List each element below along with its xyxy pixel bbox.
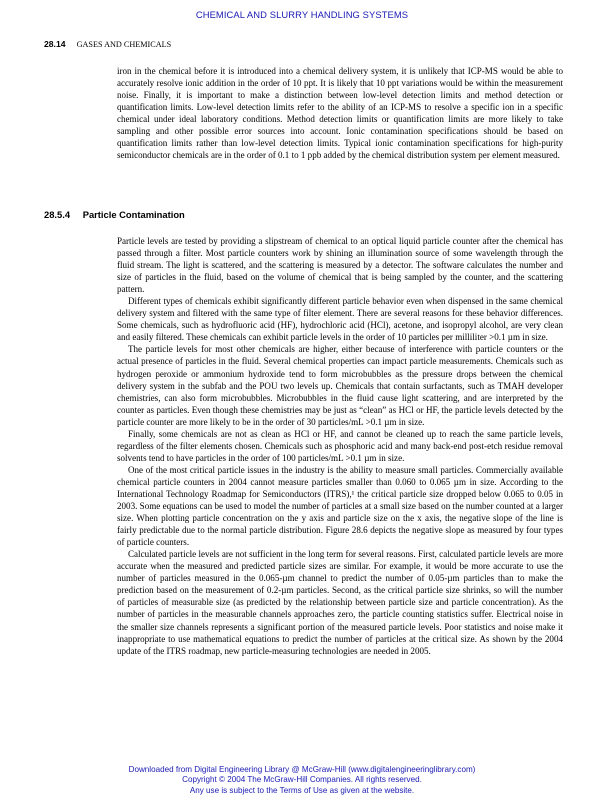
paragraph: One of the most critical particle issues in the industry is the ability to measure small particles. Commercially available chemical particle counters in 2004 cannot measure particles smaller than 0.060 to 0.065 µm in size. According to the International Technology Roadmap for Semiconductors (ITRS),¹ the critical particle size dropped below 0.065 to 0.05 in 2003. Some equations can be used to model the number of particles at a small size based on the number counted at a larger size. When plotting particle concentration on the y axis and particle size on the x axis, the negative slope of the line is fairly predictable due to the normal particle distribution. Figure 28.6 depicts the negative slope as measured by four types of particle counters. bbox=[117, 464, 563, 548]
section-number: 28.5.4 bbox=[44, 209, 71, 220]
footer bbox=[0, 765, 604, 796]
intro-paragraph: iron in the chemical before it is introduced into a chemical delivery system, it is unlikely that ICP-MS would be able to accurately resolve ionic addition in the order of 10 ppt. It is likely that 10 ppt variations would be within the measurement noise. Finally, it is important to make a distinction between low-level detection limits and method detection or quantification limits. Low-level detection limits refer to the ability of an ICP-MS to resolve a specific ion in a specific chemical under ideal laboratory conditions. Method detection limits or quantification limits are more likely to take sampling and other possible error sources into account. Ionic contamination specifications should be based on quantification limits rather than low-level detection limits. Typical ionic contamination specifications for high-purity semiconductor chemicals are in the order of 0.1 to 1 ppb added by the chemical distribution system per element measured. bbox=[117, 66, 563, 161]
footer-copyright: Copyright © 2004 The McGraw-Hill Companies. All rights reserved. bbox=[182, 775, 422, 785]
footer-download-link[interactable]: Downloaded from Digital Engineering Library @ McGraw-Hill (www.digitalengineeringlibrary.com) bbox=[128, 765, 476, 774]
section-title: Particle Contamination bbox=[82, 209, 185, 220]
section-body bbox=[117, 235, 563, 657]
page-number: 28.14 bbox=[44, 39, 66, 49]
paragraph: Calculated particle levels are not sufficient in the long term for several reasons. First, calculated particle levels are more accurate when the measured and predicted particle sizes are similar. For example, it would be more accurate to use the number of particles measured in the 0.065-µm channel to predict the number of 0.05-µm particles than to make the prediction based on the measurement of 0.2-µm particles. Second, as the critical particle size shrinks, so will the number of particles of measurable size (as predicted by the relationship between particle size and particle concentration). As the number of particles in the measurable channels approaches zero, the particle counting statistics suffer. Electrical noise in the smaller size channels represents a significant portion of the measured particle levels. Poor statistics and noise make it inappropriate to use mathematical equations to predict the number of particles at the critical size. As shown by the 2004 update of the ITRS roadmap, new particle-measuring technologies are needed in 2005. bbox=[117, 549, 563, 656]
section-heading bbox=[44, 209, 185, 220]
paragraph: The particle levels for most other chemicals are higher, either because of interference with particle counters or the actual presence of particles in the fluid. Several chemical properties can impact particle measurements. Chemicals such as hydrogen peroxide or ammonium hydroxide tend to form microbubbles as the pressure drops between the chemical delivery system in the subfab and the POU two levels up. Chemicals that contain surfactants, such as TMAH developer chemistries, can also form microbubbles. Microbubbles in the fluid cause light scattering, and are interpreted by the counter as particles. Even though these chemistries may be just as “clean” as HCl or HF, the particle levels detected by the particle counter are more likely to be in the order of 30 particles/mL >0.1 µm in size. bbox=[117, 344, 563, 427]
paragraph: Different types of chemicals exhibit significantly different particle behavior even when dispensed in the same chemical delivery system and filtered with the same type of filter element. There are several reasons for these behavior differences. Some chemicals, such as hydrofluoric acid (HF), hydrochloric acid (HCl), acetone, and isopropyl alcohol, are very clean and easily filtered. These chemicals can exhibit particle levels in the order of 10 particles per milliliter >0.1 µm in size. bbox=[117, 296, 563, 343]
running-head-title: GASES AND CHEMICALS bbox=[76, 40, 172, 49]
footer-terms: Any use is subject to the Terms of Use as given at the website. bbox=[189, 785, 415, 795]
paragraph: Finally, some chemicals are not as clean as HCl or HF, and cannot be cleaned up to reach the same particle levels, regardless of the filter elements chosen. Chemicals such as phosphoric acid and many back-end post-etch residue removal solvents tend to have particles in the order of 100 particles/mL >0.1 µm in size. bbox=[117, 428, 563, 463]
running-head bbox=[44, 39, 564, 49]
chapter-banner: CHEMICAL AND SLURRY HANDLING SYSTEMS bbox=[195, 9, 409, 20]
paragraph: Particle levels are tested by providing a slipstream of chemical to an optical liquid particle counter after the chemical has passed through a filter. Most particle counters work by shining an illumination source of some wavelength through the fluid stream. The light is scattered, and the scattering is measured by a detector. The software calculates the number and size of particles in the fluid, based on the volume of chemical that is being sampled by the counter, and the scattering pattern. bbox=[117, 236, 563, 295]
